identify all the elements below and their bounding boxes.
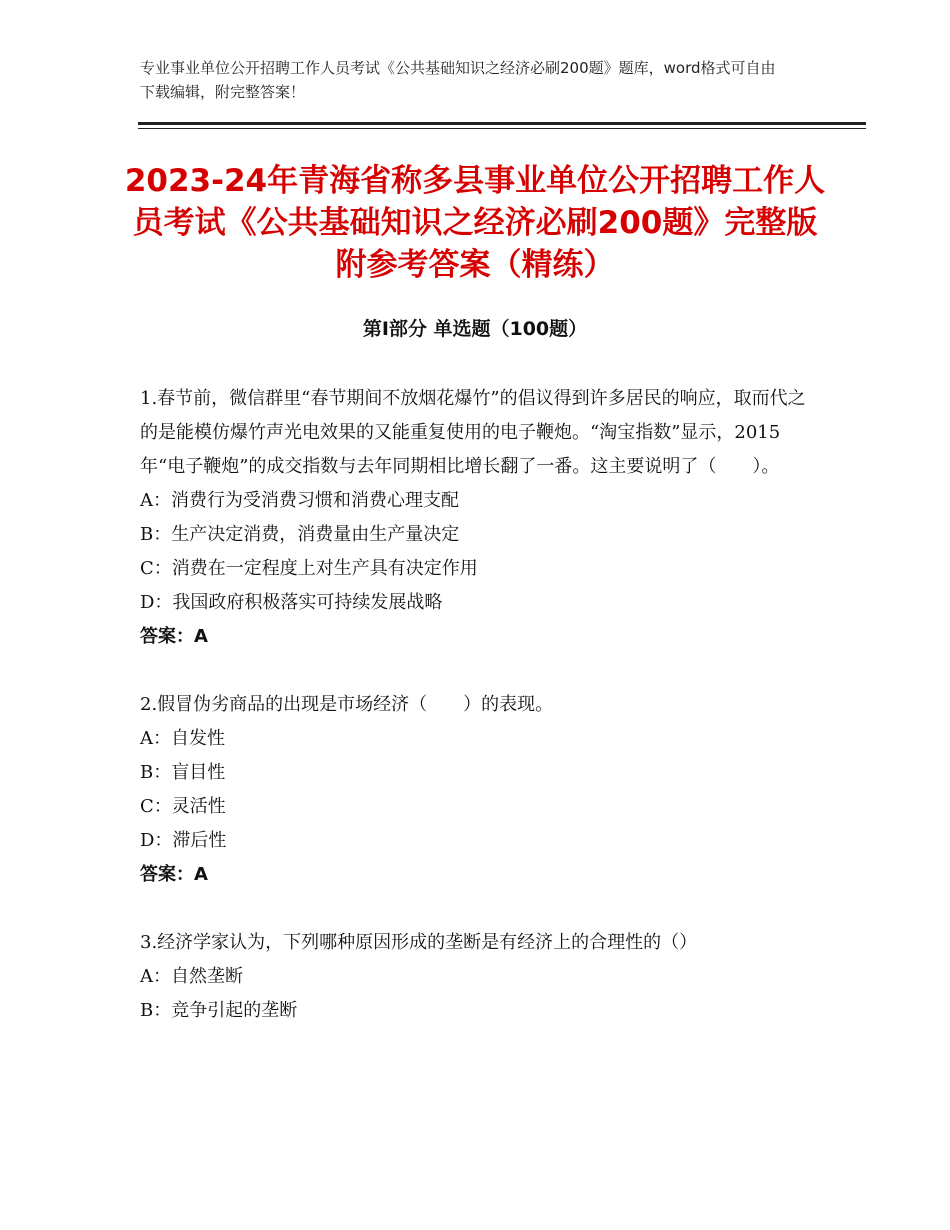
question-text: 3.经济学家认为，下列哪种原因形成的垄断是有经济上的合理性的（） <box>140 932 698 953</box>
question-text: 1.春节前，微信群里“春节期间不放烟花爆竹”的倡议得到许多居民的响应，取而代之的是能模仿爆竹声光电效果的又能重复使用的电子鞭炮。“淘宝指数”显示，2015年“电子鞭炮”的成交指数与去年同期相比增长翻了一番。这主要说明了（ ）。 <box>140 388 806 477</box>
question-3 <box>140 926 810 1028</box>
answer: 答案：A <box>140 626 208 647</box>
document-title: 2023-24年青海省称多县事业单位公开招聘工作人员考试《公共基础知识之经济必刷200题》完整版附参考答案（精练） <box>124 163 826 283</box>
option-c: C：消费在一定程度上对生产具有决定作用 <box>140 558 478 579</box>
option-b: B：盲目性 <box>140 762 226 783</box>
answer: 答案：A <box>140 864 208 885</box>
question-1 <box>140 382 810 654</box>
option-a: A：消费行为受消费习惯和消费心理支配 <box>140 490 459 511</box>
section-title: 第Ⅰ部分 单选题（100题） <box>362 318 588 340</box>
question-text: 2.假冒伪劣商品的出现是市场经济（ ）的表现。 <box>140 694 554 715</box>
option-d: D：滞后性 <box>140 830 227 851</box>
option-d: D：我国政府积极落实可持续发展战略 <box>140 592 443 613</box>
option-a: A：自发性 <box>140 728 225 749</box>
question-list <box>140 382 810 1062</box>
header-rule-thick <box>138 122 866 125</box>
option-b: B：生产决定消费，消费量由生产量决定 <box>140 524 460 545</box>
question-2 <box>140 688 810 892</box>
header-rule-thin <box>138 128 866 129</box>
option-b: B：竞争引起的垄断 <box>140 1000 298 1021</box>
option-c: C：灵活性 <box>140 796 226 817</box>
header-note: 专业事业单位公开招聘工作人员考试《公共基础知识之经济必刷200题》题库，word格式可自由下载编辑，附完整答案！ <box>140 59 776 101</box>
option-a: A：自然垄断 <box>140 966 243 987</box>
